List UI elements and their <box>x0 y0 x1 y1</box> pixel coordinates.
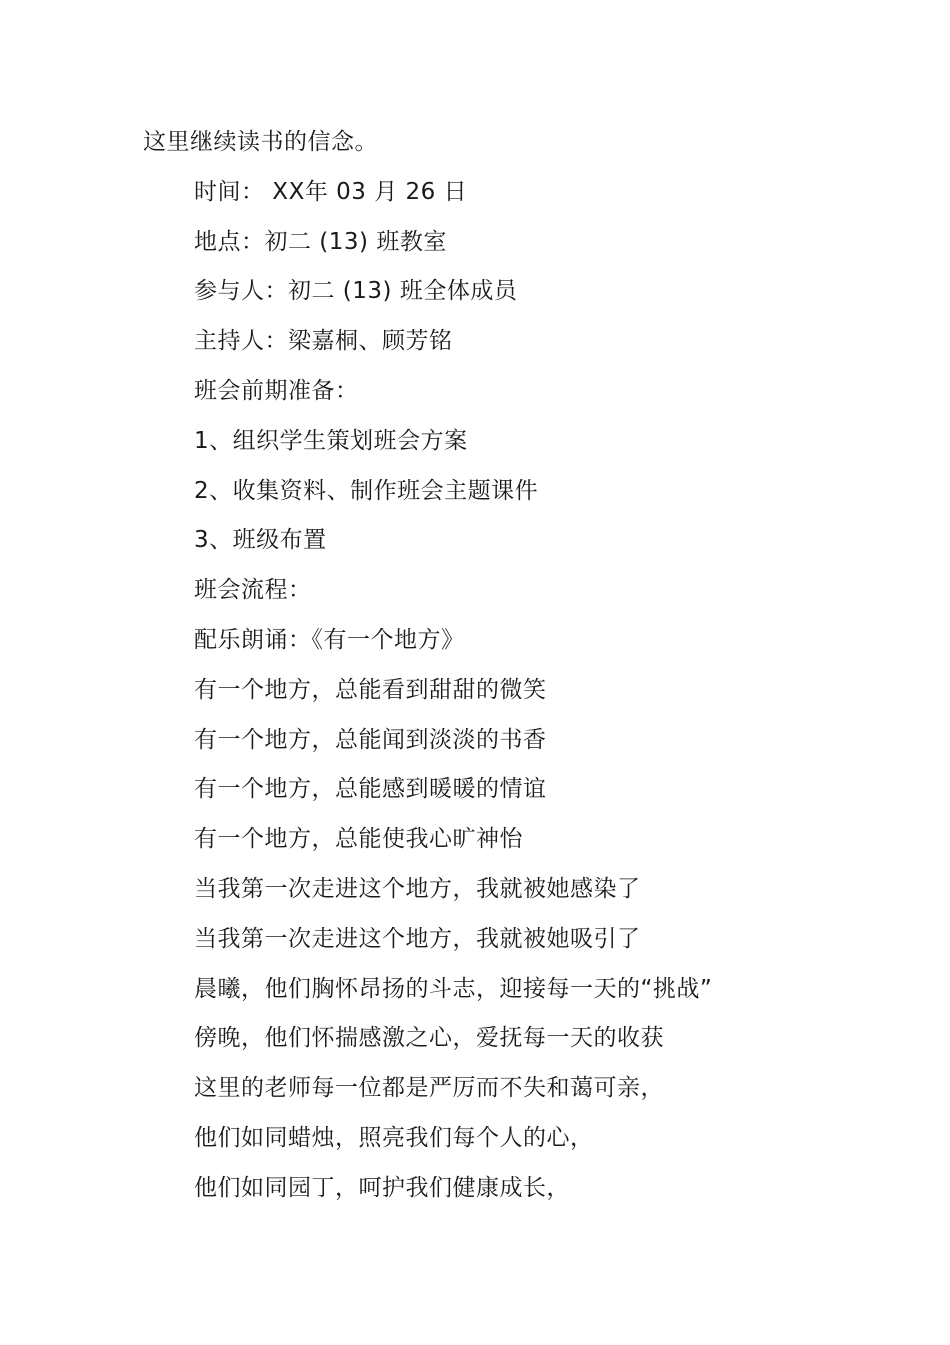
poem-line: 晨曦，他们胸怀昂扬的斗志，迎接每一天的“挑战” <box>194 976 713 1002</box>
poem-line: 他们如同园丁，呵护我们健康成长， <box>194 1175 570 1201</box>
text-line-continuation: 这里继续读书的信念。 <box>143 129 378 155</box>
poem-line: 有一个地方，总能闻到淡淡的书香 <box>194 727 547 753</box>
text-line-participants: 参与人：初二 (13) 班全体成员 <box>194 278 518 304</box>
recitation-title: 配乐朗诵：《有一个地方》 <box>194 627 465 653</box>
text-line-hosts: 主持人：梁嘉桐、顾芳铭 <box>194 328 453 354</box>
poem-line: 有一个地方，总能看到甜甜的微笑 <box>194 677 547 703</box>
poem-line: 他们如同蜡烛，照亮我们每个人的心， <box>194 1125 594 1151</box>
text-line-location: 地点：初二 (13) 班教室 <box>194 229 447 255</box>
section-heading-process: 班会流程： <box>194 577 312 603</box>
list-item: 2、收集资料、制作班会主题课件 <box>194 478 539 504</box>
poem-line: 傍晚，他们怀揣感激之心，爱抚每一天的收获 <box>194 1025 664 1051</box>
list-item: 1、组织学生策划班会方案 <box>194 428 468 454</box>
section-heading-preparation: 班会前期准备： <box>194 378 359 404</box>
poem-line: 有一个地方，总能感到暖暖的情谊 <box>194 776 547 802</box>
poem-line: 这里的老师每一位都是严厉而不失和蔼可亲， <box>194 1075 664 1101</box>
poem-line: 当我第一次走进这个地方，我就被她感染了 <box>194 876 641 902</box>
poem-line: 当我第一次走进这个地方，我就被她吸引了 <box>194 926 641 952</box>
text-line-time: 时间： XX年 03 月 26 日 <box>194 179 468 205</box>
poem-line: 有一个地方，总能使我心旷神怡 <box>194 826 523 852</box>
list-item: 3、班级布置 <box>194 527 327 553</box>
